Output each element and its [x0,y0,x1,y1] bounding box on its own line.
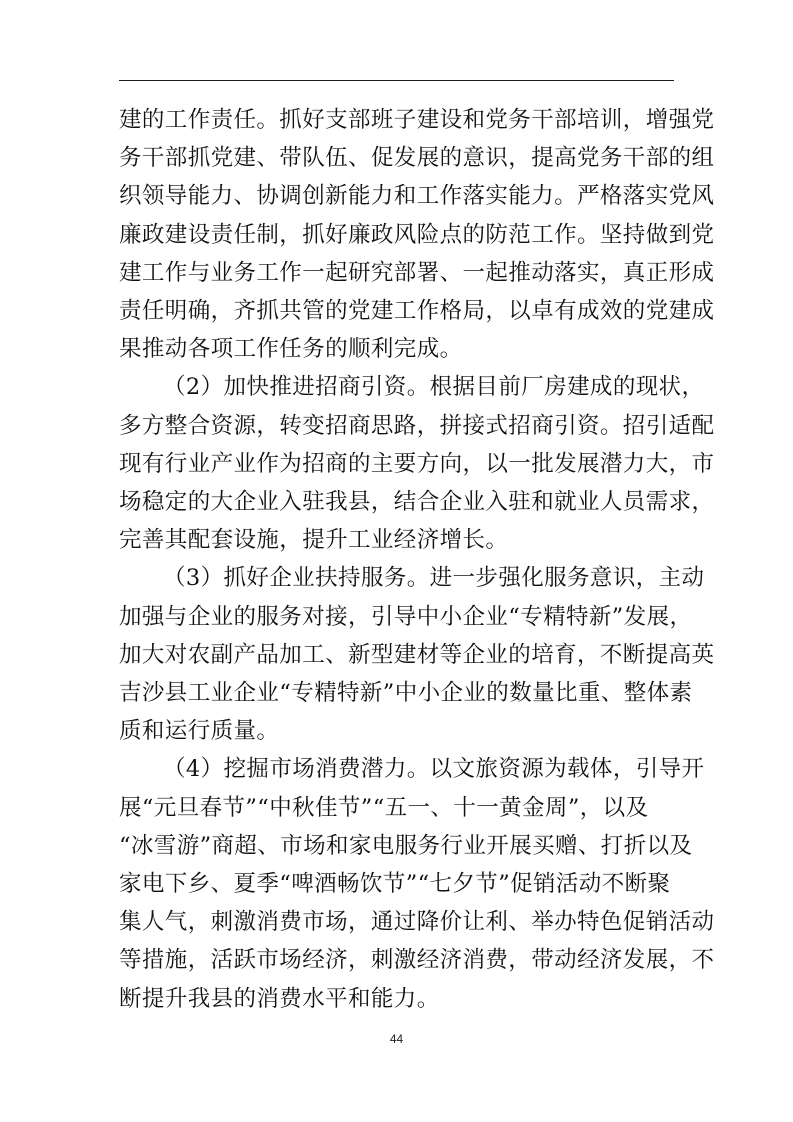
paragraph-2-first-line: （2）加快推进招商引资。根据目前厂房建成的现状， [163,374,705,401]
body-text-line: 家电下乡、夏季“啤酒畅饮节”“七夕节”促销活动不断聚 [119,871,671,897]
body-text-line: 展“元旦春节”“中秋佳节”“五一、十一黄金周”，以及 [119,794,649,821]
body-text-line: 完善其配套设施，提升工业经济增长。 [119,527,509,554]
body-text-line: “冰雪游”商超、市场和家电服务行业开展买赠、打折以及 [119,832,693,859]
body-text-line: 责任明确，齐抓共管的党建工作格局，以卓有成效的党建成 [119,298,715,324]
page-number: 44 [389,1032,404,1046]
body-text-line: 断提升我县的消费水平和能力。 [119,985,440,1012]
body-text-line: 集人气，刺激消费市场，通过降价让利、举办特色促销活动 [119,909,715,936]
body-text-line: 织领导能力、协调创新能力和工作落实能力。严格落实党风 [119,183,715,210]
body-text-line: 多方整合资源，转变招商思路，拼接式招商引资。招引适配 [119,412,715,439]
header-rule [119,80,674,81]
body-text-line: 质和运行质量。 [119,718,280,745]
body-text-line: 果推动各项工作任务的顺利完成。 [119,336,463,363]
body-text-line: 建工作与业务工作一起研究部署、一起推动落实，真正形成 [119,259,715,286]
body-text-line: 廉政建设责任制，抓好廉政风险点的防范工作。坚持做到党 [119,221,715,248]
paragraph-3-first-line: （3）抓好企业扶持服务。进一步强化服务意识，主动 [163,565,705,592]
body-text-line: 加强与企业的服务对接，引导中小企业“专精特新”发展， [119,603,693,630]
body-text-line: 加大对农副产品加工、新型建材等企业的培育，不断提高英 [119,641,715,668]
paragraph-4-first-line: （4）挖掘市场消费潜力。以文旅资源为载体，引导开 [163,756,705,783]
body-text-line: 建的工作责任。抓好支部班子建设和党务干部培训，增强党 [119,107,715,133]
body-text-line: 现有行业产业作为招商的主要方向，以一批发展潜力大，市 [119,450,715,477]
body-text-line: 务干部抓党建、带队伍、促发展的意识，提高党务干部的组 [119,145,715,172]
body-text-line: 场稳定的大企业入驻我县，结合企业入驻和就业人员需求， [119,489,715,515]
body-text-line: 吉沙县工业企业“专精特新”中小企业的数量比重、整体素 [119,680,693,706]
body-text-line: 等措施，活跃市场经济，刺激经济消费，带动经济发展，不 [119,947,715,974]
